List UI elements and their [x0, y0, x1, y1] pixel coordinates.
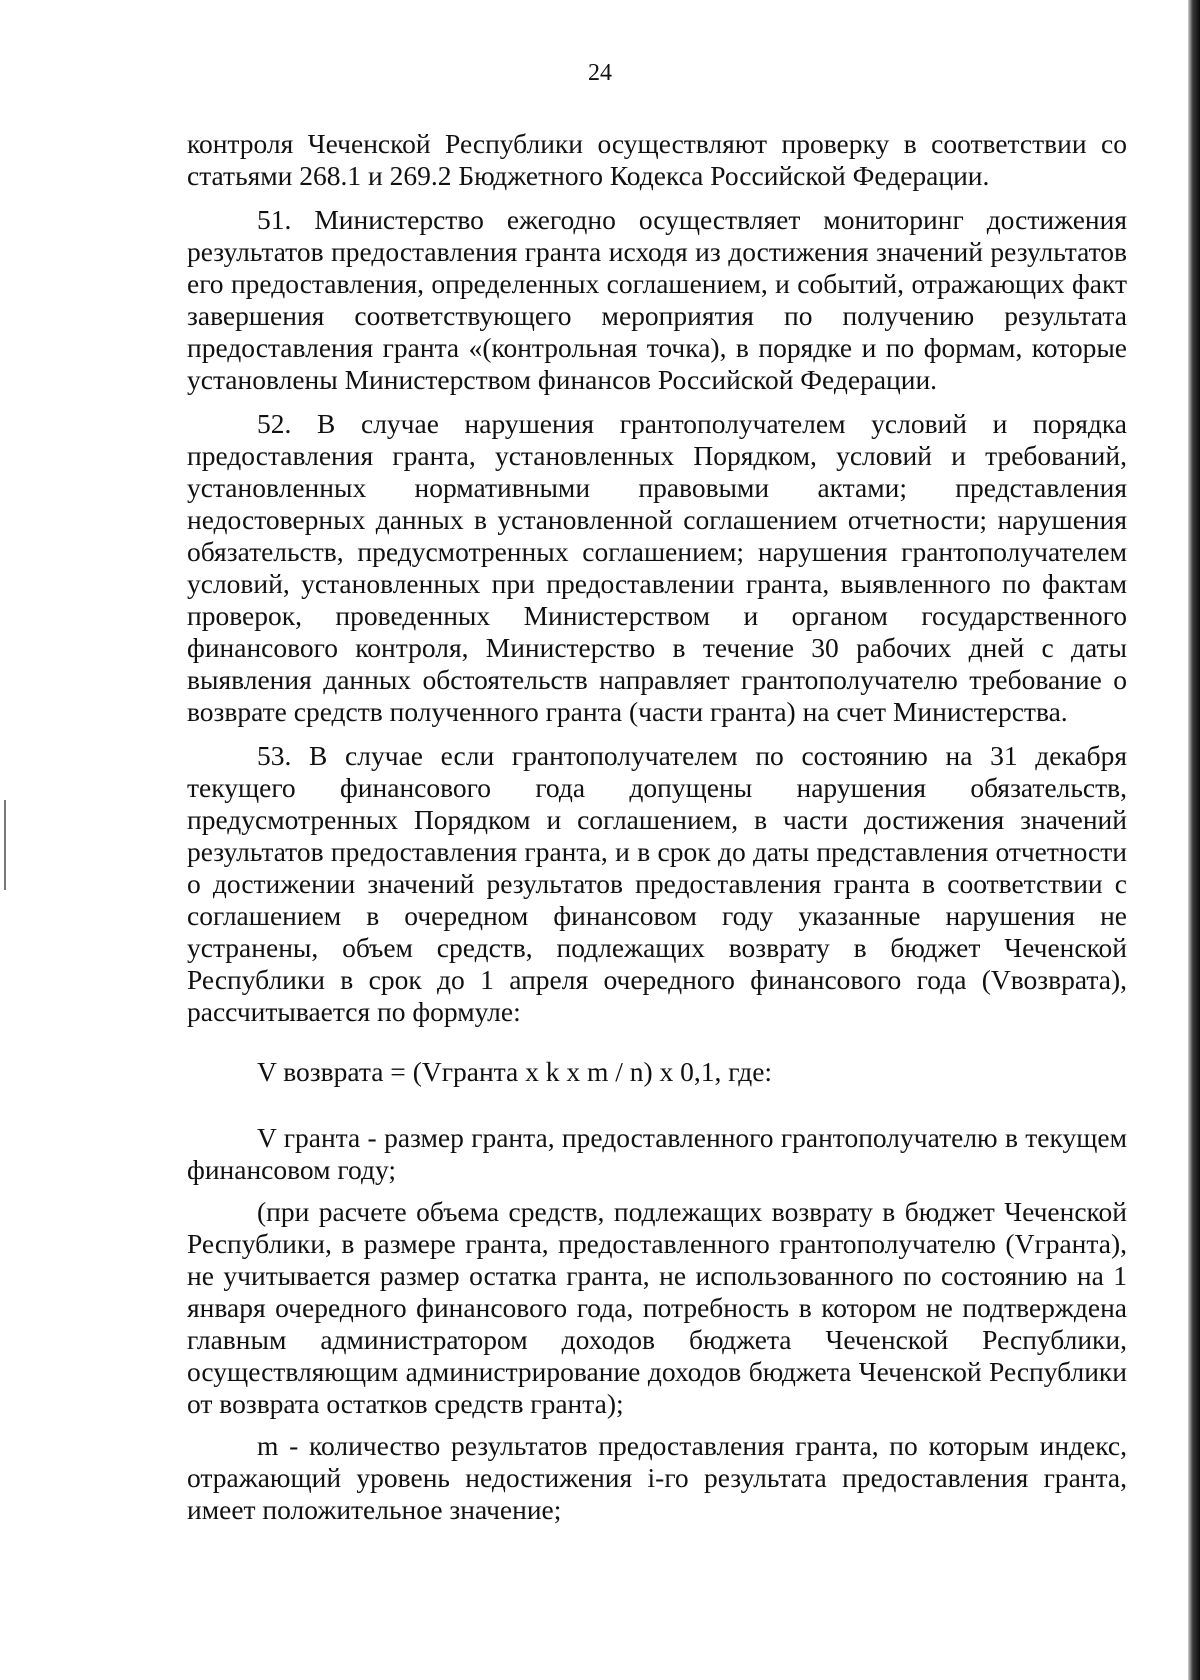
definition-m: m - количество результатов предоставления гранта, по которым индекс, отражающий уровень недостижения i-го результата предоставления гранта, имеет положительное значение;: [187, 1430, 1127, 1525]
paragraph-51: 51. Министерство ежегодно осуществляет мониторинг достижения результатов предоставления гранта исходя из достижения значений результатов его предоставления, определенных соглашением, и событий, отражающих факт завершения соответствующего мероприятия по получению результата предоставления гранта «(контрольная точка), в порядке и по формам, которые установлены Министерством финансов Российской Федерации.: [187, 204, 1127, 395]
scan-edge: [1188, 0, 1200, 1680]
definition-note: (при расчете объема средств, подлежащих возврату в бюджет Чеченской Республики, в размере гранта, предоставленного грантополучателю (Vгранта), не учитывается размер остатка гранта, не использованного по состоянию на 1 января очередного финансового года, потребность в котором не подтверждена главным администратором доходов бюджета Чеченской Республики, осуществляющим администрирование доходов бюджета Чеченской Республики от возврата остатков средств гранта);: [187, 1196, 1127, 1419]
page-number: 24: [588, 60, 612, 86]
definition-v-granta: V гранта - размер гранта, предоставленного грантополучателю в текущем финансовом году;: [187, 1122, 1127, 1185]
paragraph-53: 53. В случае если грантополучателем по состоянию на 31 декабря текущего финансового года допущены нарушения обязательств, предусмотренных Порядком и соглашением, в части достижения значений результатов предоставления гранта, и в срок до даты представления отчетности о достижении значений результатов предоставления гранта в соответствии с соглашением в очередном финансовом году указанные нарушения не устранены, объем средств, подлежащих возврату в бюджет Чеченской Республики в срок до 1 апреля очередного финансового года (Vвозврата), рассчитывается по формуле:: [187, 740, 1127, 1027]
document-body: [187, 128, 1127, 1526]
scan-mark: [4, 800, 6, 890]
paragraph-52: 52. В случае нарушения грантополучателем условий и порядка предоставления гранта, установленных Порядком, условий и требований, установленных нормативными правовыми актами; представления недостоверных данных в установленной соглашением отчетности; нарушения обязательств, предусмотренных соглашением; нарушения грантополучателем условий, установленных при предоставлении гранта, выявленного по фактам проверок, проведенных Министерством и органом государственного финансового контроля, Министерство в течение 30 рабочих дней с даты выявления данных обстоятельств направляет грантополучателю требование о возврате средств полученного гранта (части гранта) на счет Министерства.: [187, 408, 1127, 727]
paragraph-continuation: контроля Чеченской Республики осуществляют проверку в соответствии со статьями 268.1 и 269.2 Бюджетного Кодекса Российской Федерации.: [187, 128, 1127, 191]
formula: V возврата = (Vгранта x k x m / n) x 0,1, где:: [257, 1056, 773, 1087]
